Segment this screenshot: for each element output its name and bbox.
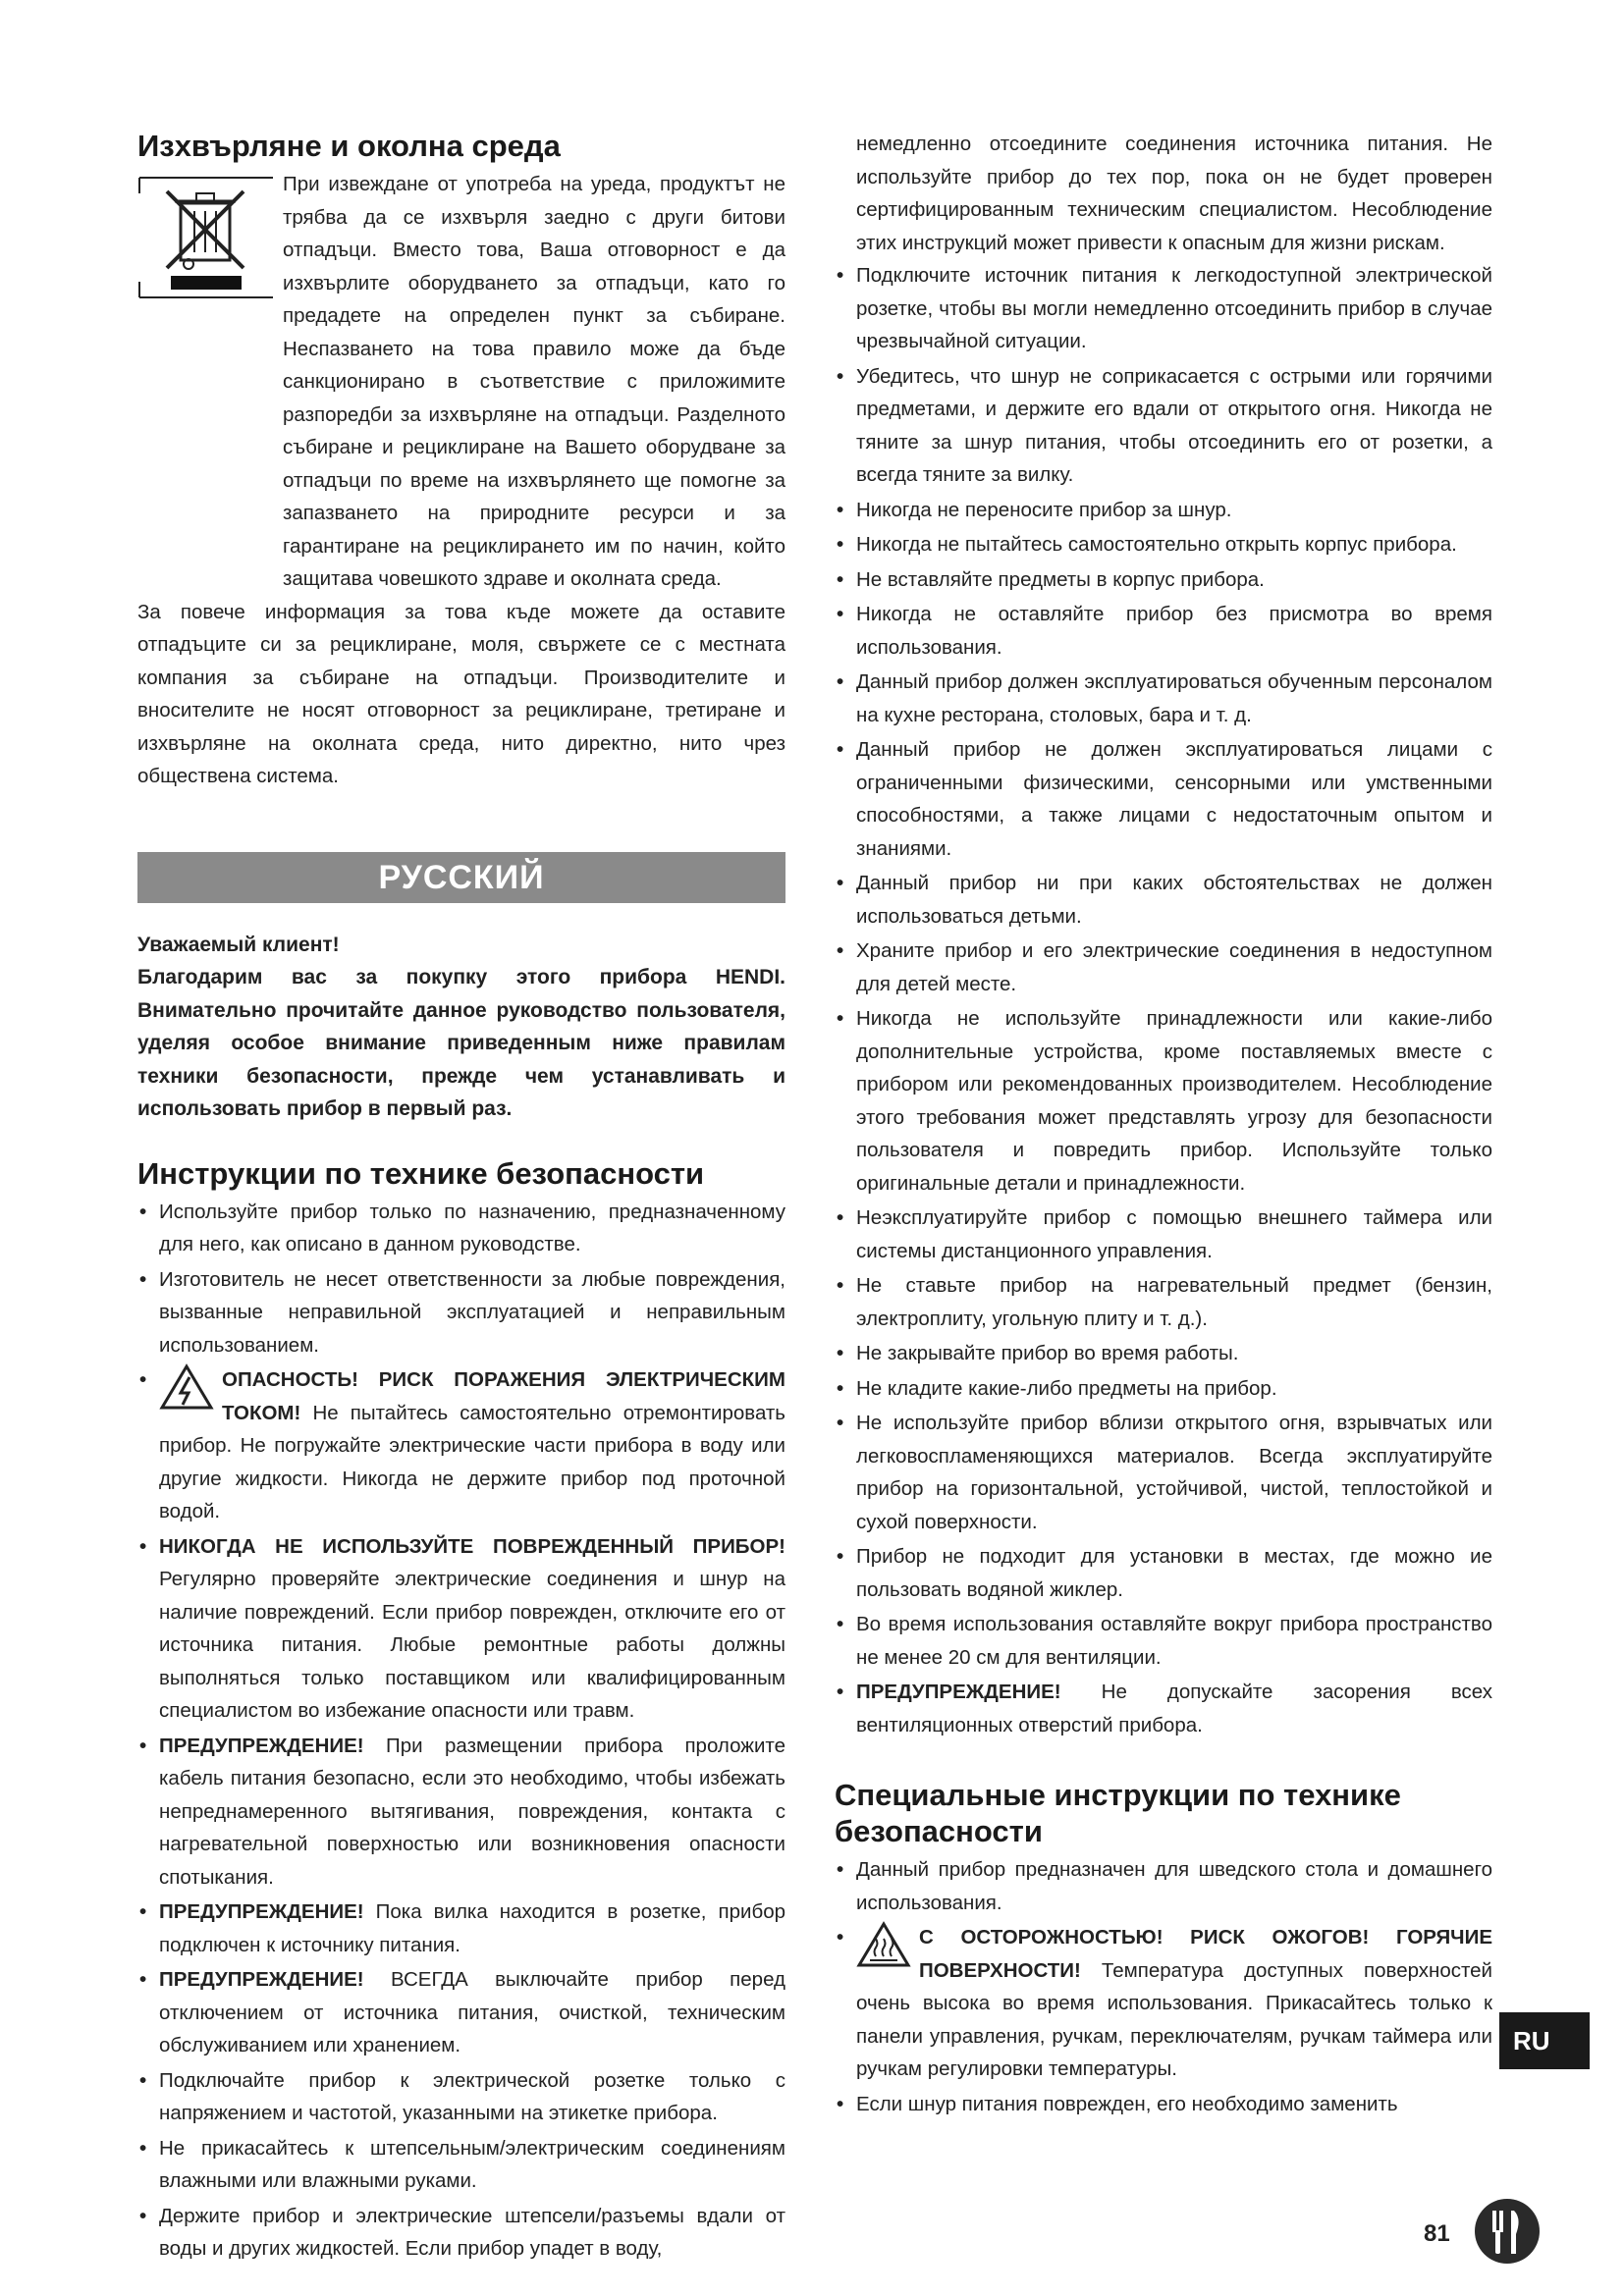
list-item: • Данный прибор должен эксплуатироваться обученным персоналом на кухне ресторана, столовых, бара и т. д. bbox=[835, 666, 1492, 731]
list-item: • Подключите источник питания к легкодоступной электрической розетке, чтобы вы могли немедленно отсоединить прибор в случае чрезвычайной ситуации. bbox=[835, 259, 1492, 358]
intro-paragraph: Благодарим вас за покупку этого прибора HENDI. Внимательно прочитайте данное руководство пользователя, уделяя особое внимание приведенным ниже правилам техники безопасности, прежде чем устанавливать и использовать прибор в первый раз. bbox=[137, 966, 785, 1121]
list-item: • ОПАСНОСТЬ! РИСК ПОРАЖЕНИЯ ЭЛЕКТРИЧЕСКИМ ТОКОМ! Не пытайтесь самостоятельно отремонтировать прибор. Не погружайте электрические части прибора в воду или другие жидкости. Никогда не держите прибор под проточной водой. bbox=[137, 1363, 785, 1528]
list-item: • ПРЕДУПРЕЖДЕНИЕ! При размещении прибора проложите кабель питания безопасно, если это необходимо, чтобы избежать непреднамеренного вытягивания, повреждения, контакта с нагревательной поверхностью или возникновения опасности спотыкания. bbox=[137, 1730, 785, 1895]
list-item: • Неэксплуатируйте прибор с помощью внешнего таймера или системы дистанционного управления. bbox=[835, 1201, 1492, 1267]
hendi-cutlery-logo-icon bbox=[1473, 2197, 1542, 2266]
list-item: • Никогда не оставляйте прибор без присмотра во время использования. bbox=[835, 598, 1492, 664]
list-item: • Во время использования оставляйте вокруг прибора пространство не менее 20 см для вентиляции. bbox=[835, 1608, 1492, 1674]
list-item: • Не используйте прибор вблизи открытого огня, взрывчатых или легковоспламеняющихся материалов. Всегда эксплуатируйте прибор на горизонтальной, устойчивой, чистой, теплостойкой и сухой поверхности. bbox=[835, 1407, 1492, 1538]
list-item: • Держите прибор и электрические штепсели/разъемы вдали от воды и других жидкостей. Если прибор упадет в воду, bbox=[137, 2200, 785, 2266]
disposal-block bbox=[137, 168, 785, 596]
list-item: • Не прикасайтесь к штепсельным/электрическим соединениям влажными или влажными руками. bbox=[137, 2132, 785, 2198]
electric-shock-warning-icon bbox=[159, 1363, 214, 1411]
list-item: • С ОСТОРОЖНОСТЬЮ! РИСК ОЖОГОВ! ГОРЯЧИЕ ПОВЕРХНОСТИ! Температура доступных поверхностей очень высока во время использования. Прикасайтесь только к панели управления, ручкам, переключателям, ручкам таймера или ручкам регулировки температуры. bbox=[835, 1921, 1492, 2086]
list-item: • Никогда не пытайтесь самостоятельно открыть корпус прибора. bbox=[835, 528, 1492, 561]
weee-crossed-bin-icon bbox=[137, 174, 275, 301]
list-item: • Данный прибор ни при каких обстоятельствах не должен использоваться детьми. bbox=[835, 867, 1492, 933]
list-item: • Никогда не используйте принадлежности или какие-либо дополнительные устройства, кроме поставляемых вместе с прибором или рекомендованных производителем. Несоблюдение этого требования может представлять угрозу для безопасности пользователя и повредить прибор. Используйте только оригинальные детали и принадлежности. bbox=[835, 1002, 1492, 1200]
language-section-bar: РУССКИЙ bbox=[137, 852, 785, 903]
safety-title: Инструкции по технике безопасности bbox=[137, 1155, 705, 1191]
list-item: • ПРЕДУПРЕЖДЕНИЕ! Не допускайте засорения всех вентиляционных отверстий прибора. bbox=[835, 1676, 1492, 1741]
list-item: • Данный прибор предназначен для шведского стола и домашнего использования. bbox=[835, 1853, 1492, 1919]
special-safety-title: Специальные инструкции по технике безопасности bbox=[835, 1778, 1401, 1849]
hot-surface-warning-icon bbox=[856, 1921, 911, 1968]
list-item: • ПРЕДУПРЕЖДЕНИЕ! ВСЕГДА выключайте прибор перед отключением от источника питания, очисткой, техническим обслуживанием или хранением. bbox=[137, 1963, 785, 2062]
special-safety-list bbox=[835, 1853, 1492, 2120]
disposal-title: Изхвърляне и околна среда bbox=[137, 129, 561, 163]
continued-paragraph: немедленно отсоедините соединения источника питания. Не используйте прибор до тех пор, пока он не будет проверен сертифицированным техническим специалистом. Несоблюдение этих инструкций может привести к опасным для жизни рискам. bbox=[856, 133, 1492, 254]
safety-list-left bbox=[137, 1196, 785, 2266]
list-item: • Прибор не подходит для установки в местах, где можно ие пользовать водяной жиклер. bbox=[835, 1540, 1492, 1606]
list-item: • Данный прибор не должен эксплуатироваться лицами с ограниченными физическими, сенсорными или умственными способностями, а также лицами с недостаточным опытом и знаниями. bbox=[835, 733, 1492, 865]
list-item: • Убедитесь, что шнур не соприкасается с острыми или горячими предметами, и держите его вдали от открытого огня. Никогда не тяните за шнур питания, чтобы отсоединить его от розетки, а всегда тяните за вилку. bbox=[835, 360, 1492, 492]
page-number: 81 bbox=[1424, 2220, 1450, 2247]
list-item: • Если шнур питания поврежден, его необходимо заменить bbox=[835, 2088, 1492, 2121]
list-item: • Не закрывайте прибор во время работы. bbox=[835, 1337, 1492, 1370]
list-item: • Никогда не переносите прибор за шнур. bbox=[835, 494, 1492, 527]
list-item: • Изготовитель не несет ответственности за любые повреждения, вызванные неправильной эксплуатацией и неправильным использованием. bbox=[137, 1263, 785, 1362]
greeting: Уважаемый клиент! bbox=[137, 933, 340, 956]
list-item: • Подключайте прибор к электрической розетке только с напряжением и частотой, указанными на этикетке прибора. bbox=[137, 2064, 785, 2130]
list-item: • Не кладите какие-либо предметы на прибор. bbox=[835, 1372, 1492, 1406]
list-item: • НИКОГДА НЕ ИСПОЛЬЗУЙТЕ ПОВРЕЖДЕННЫЙ ПРИБОР! Регулярно проверяйте электрические соединения и шнур на наличие повреждений. Если прибор поврежден, отключите его от источника питания. Любые ремонтные работы должны выполняться только поставщиком или квалифицированным специалистом во избежание опасности или травм. bbox=[137, 1530, 785, 1728]
disposal-paragraph-1: При извеждане от употреба на уреда, продуктът не трябва да се изхвърля заедно с други битови отпадъци. Вместо това, Ваша отговорност е да изхвърлите оборудването за отпадъци, като го предадете на определен пункт за събиране. Неспазването на това правило може да бъде санкционирано в съответствие с приложимите разпоредби за изхвърляне на отпадъци. Разделното събиране и рециклиране на Вашето оборудване за отпадъци по време на изхвърлянето ще помогне за запазването на природните ресурси и за гарантиране на рециклирането им по начин, който защитава човешкото здраве и околната среда. bbox=[283, 173, 785, 591]
disposal-paragraph-2: За повече информация за това къде можете да оставите отпадъците си за рециклиране, моля, свържете се с местната компания за събиране на отпадъци. Производителите и вносителите не носят отговорност за рециклиране, третиране и изхвърляне на околната среда, нито директно, нито чрез обществена система. bbox=[137, 600, 785, 788]
language-tab: RU bbox=[1499, 2012, 1590, 2069]
list-item: • Не ставьте прибор на нагревательный предмет (бензин, электроплиту, угольную плиту и т. д.). bbox=[835, 1269, 1492, 1335]
list-item: • Не вставляйте предметы в корпус прибора. bbox=[835, 563, 1492, 597]
list-item: • Используйте прибор только по назначению, предназначенному для него, как описано в данном руководстве. bbox=[137, 1196, 785, 1261]
safety-list-right bbox=[835, 259, 1492, 1741]
list-item: • Храните прибор и его электрические соединения в недоступном для детей месте. bbox=[835, 934, 1492, 1000]
right-column bbox=[835, 128, 1492, 2122]
left-column bbox=[137, 128, 785, 2268]
list-item: • ПРЕДУПРЕЖДЕНИЕ! Пока вилка находится в розетке, прибор подключен к источнику питания. bbox=[137, 1896, 785, 1961]
